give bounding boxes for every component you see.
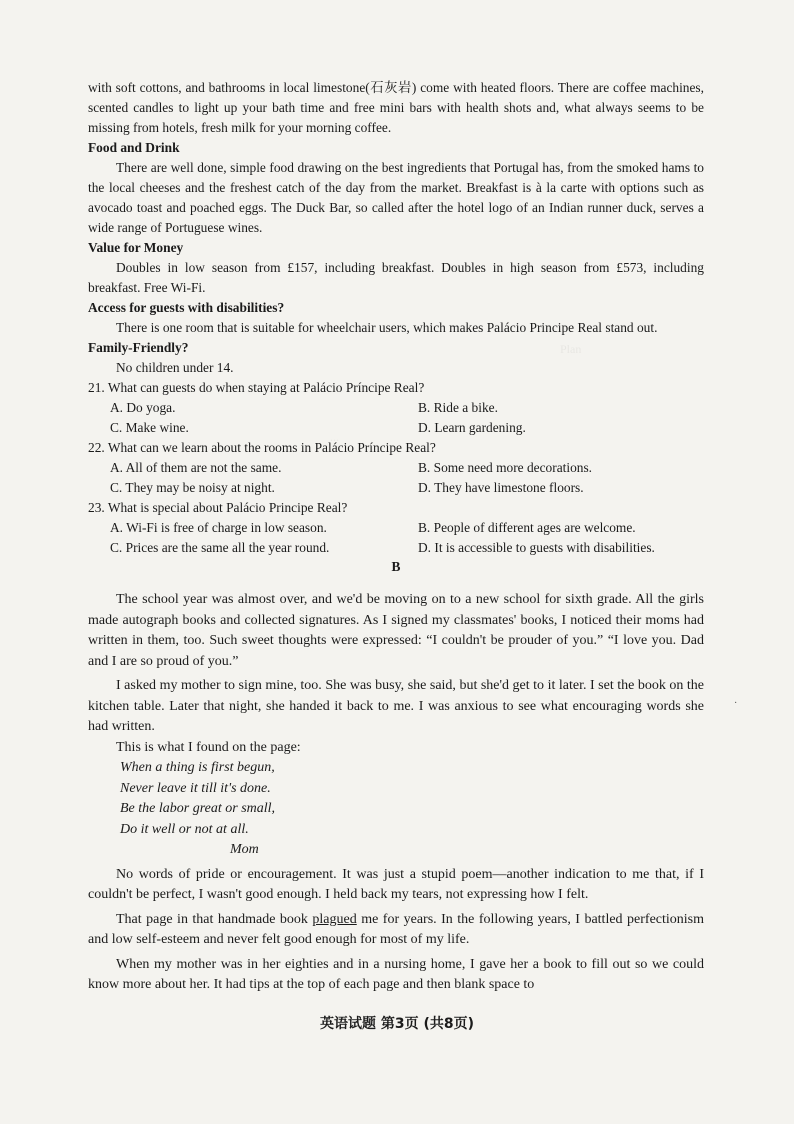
option-a[interactable]: A. Do yoga.	[110, 400, 176, 415]
option-c[interactable]: C. Make wine.	[110, 420, 189, 435]
passage-b-paragraph-3: This is what I found on the page:	[116, 739, 301, 755]
option-d[interactable]: D. It is accessible to guests with disabilities.	[418, 540, 655, 555]
poem	[88, 758, 704, 840]
family-heading: Family-Friendly?	[88, 340, 189, 355]
paragraph-text: That page in that handmade book	[116, 911, 313, 927]
question-options	[88, 518, 704, 558]
access-heading: Access for guests with disabilities?	[88, 300, 285, 315]
value-text: Doubles in low season from £157, including breakfast. Doubles in high season from £573, including breakfast. Free Wi-Fi.	[88, 260, 704, 295]
poem-line: Never leave it till it's done.	[120, 780, 271, 796]
question-stem: 21. What can guests do when staying at Palácio Príncipe Real?	[88, 380, 425, 395]
option-b[interactable]: B. Ride a bike.	[418, 400, 498, 415]
question-stem: 22. What can we learn about the rooms in Palácio Príncipe Real?	[88, 440, 436, 455]
option-d[interactable]: D. Learn gardening.	[418, 420, 526, 435]
question-22	[88, 438, 704, 498]
poem-line: Do it well or not at all.	[120, 821, 249, 837]
question-stem: 23. What is special about Palácio Principe Real?	[88, 500, 348, 515]
option-a[interactable]: A. Wi-Fi is free of charge in low season.	[110, 520, 327, 535]
poem-line: When a thing is first begun,	[120, 760, 275, 775]
underlined-word: plagued	[312, 911, 357, 927]
hotel-paragraph: with soft cottons, and bathrooms in local limestone(石灰岩) come with heated floors. There are coffee machines, scented candles to light up your bath time and free mini bars with health shots and, what always seems to be missing from hotels, fresh milk for your morning coffee.	[88, 80, 704, 135]
question-23	[88, 498, 704, 558]
access-text: There is one room that is suitable for wheelchair users, which makes Palácio Principe Real stand out.	[116, 320, 658, 335]
option-d[interactable]: D. They have limestone floors.	[418, 480, 584, 495]
passage-b-paragraph-6: When my mother was in her eighties and in a nursing home, I gave her a book to fill out so we could know more about her. It had tips at the top of each page and then blank space to	[88, 956, 704, 992]
passage-b-paragraph-2: I asked my mother to sign mine, too. She was busy, she said, but she'd get to it later. I set the book on the kitchen table. Later that night, she handed it back to me. I was anxious to see what encouraging words she had written.	[88, 678, 704, 734]
paragraph-text: me for years. In the following years, I battled perfectionism and low self-esteem and never felt good enough for most of my life.	[88, 911, 705, 947]
poem-signature: Mom	[230, 842, 259, 857]
stray-mark: ·	[734, 698, 738, 709]
page-footer: 英语试题 第3页 (共8页)	[319, 1016, 475, 1032]
family-text: No children under 14.	[116, 360, 234, 375]
option-b[interactable]: B. People of different ages are welcome.	[418, 520, 636, 535]
food-heading: Food and Drink	[88, 140, 180, 155]
passage-b-paragraph-1: The school year was almost over, and we'd be moving on to a new school for sixth grade. All the girls made autograph books and collected signatures. As I signed my classmates' books, I noticed their moms had written in them, too. Such sweet thoughts were expressed: “I couldn't be prouder of you.” “I love you. Dad and I are so proud of you.”	[88, 592, 704, 669]
question-options	[88, 458, 704, 498]
bleed-through-text: ...	[330, 430, 339, 444]
exam-page	[88, 78, 704, 996]
option-b[interactable]: B. Some need more decorations.	[418, 460, 593, 475]
option-c[interactable]: C. Prices are the same all the year round.	[110, 540, 330, 555]
value-heading: Value for Money	[88, 240, 184, 255]
food-text: There are well done, simple food drawing on the best ingredients that Portugal has, from the smoked hams to the local cheeses and the freshest catch of the day from the market. Breakfast is à la carte with options such as avocado toast and poached eggs. The Duck Bar, so called after the hotel logo of an Indian runner duck, serves a wide range of Portuguese wines.	[88, 160, 704, 235]
passage-b	[88, 590, 704, 996]
option-a[interactable]: A. All of them are not the same.	[110, 460, 282, 475]
question-options	[88, 398, 704, 438]
passage-b-paragraph-4: No words of pride or encouragement. It was just a stupid poem—another indication to me that, if I couldn't be perfect, I wasn't good enough. I held back my tears, not expressing how I felt.	[88, 866, 704, 902]
question-21	[88, 378, 704, 438]
poem-line: Be the labor great or small,	[120, 801, 276, 816]
section-b-letter: B	[391, 559, 401, 574]
passage-b-paragraph-5	[88, 910, 704, 951]
option-c[interactable]: C. They may be noisy at night.	[110, 480, 275, 495]
bleed-through-text: Plan	[560, 342, 582, 356]
